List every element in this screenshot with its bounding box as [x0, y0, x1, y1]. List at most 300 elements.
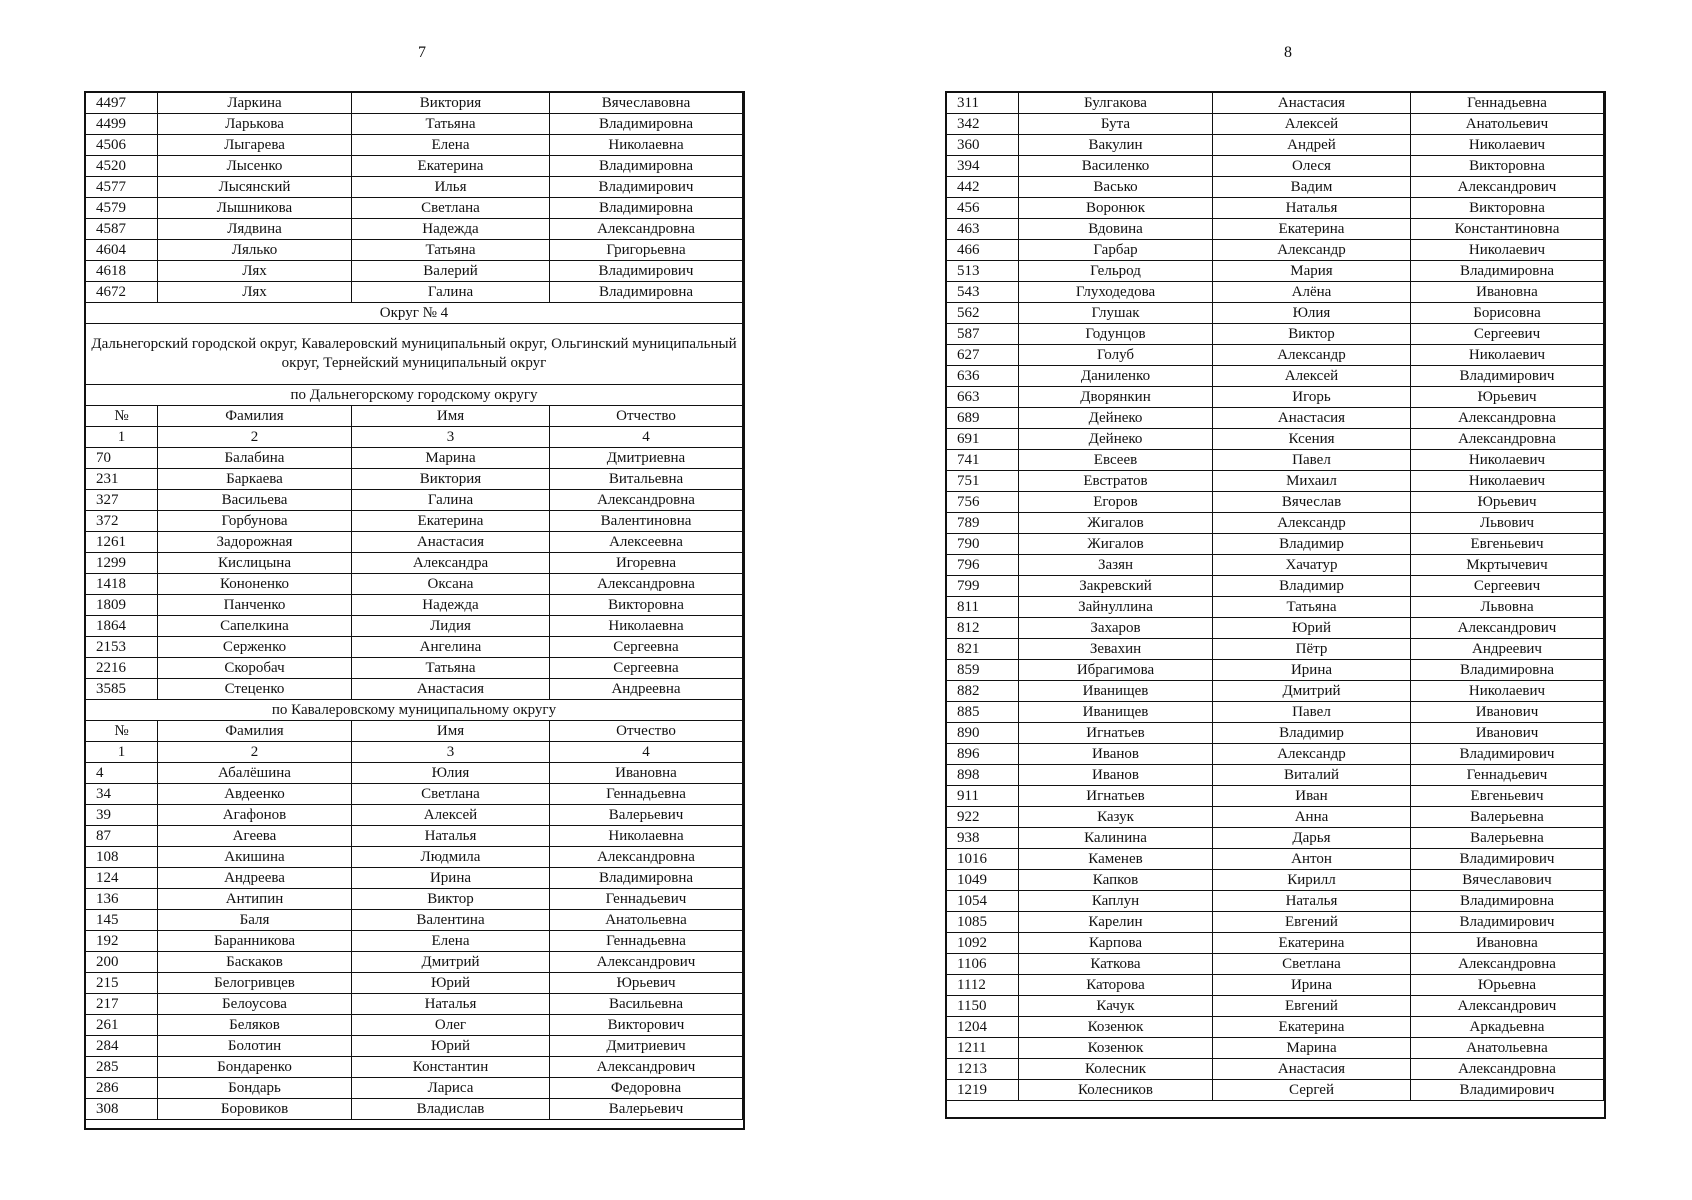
table-cell: Юрьевна — [1411, 975, 1604, 996]
table-cell: Глушак — [1019, 303, 1213, 324]
table-row — [86, 910, 743, 931]
table-cell: Сапелкина — [158, 616, 352, 637]
table-cell: Львович — [1411, 513, 1604, 534]
table-row — [947, 303, 1604, 324]
table-row — [947, 1059, 1604, 1080]
table-cell: Александровна — [1411, 429, 1604, 450]
table-cell: Ангелина — [352, 637, 550, 658]
table-cell: Васько — [1019, 177, 1213, 198]
table-row — [86, 553, 743, 574]
table-cell: Александровна — [1411, 1059, 1604, 1080]
table-row — [86, 219, 743, 240]
table-cell: Андреевич — [1411, 639, 1604, 660]
table-cell: Пётр — [1213, 639, 1411, 660]
table-cell: Сергеевна — [550, 637, 743, 658]
table-cell: Татьяна — [352, 114, 550, 135]
table-row — [86, 763, 743, 784]
table-row — [947, 513, 1604, 534]
table-cell: Каменев — [1019, 849, 1213, 870]
table-cell: Владимирович — [550, 177, 743, 198]
table-cell: 3585 — [86, 679, 158, 700]
table-cell: Иванович — [1411, 702, 1604, 723]
table-cell: Иванищев — [1019, 702, 1213, 723]
table-cell: Евстратов — [1019, 471, 1213, 492]
table-cell: 4604 — [86, 240, 158, 261]
table-row — [947, 261, 1604, 282]
table-cell: Анастасия — [1213, 93, 1411, 114]
table-cell: Сергеевич — [1411, 324, 1604, 345]
table-cell: Лариса — [352, 1078, 550, 1099]
table-cell: Отчество — [550, 406, 743, 427]
table-cell: 3 — [352, 742, 550, 763]
table-cell: Дарья — [1213, 828, 1411, 849]
table-cell: Имя — [352, 721, 550, 742]
table-cell: Каплун — [1019, 891, 1213, 912]
table-cell: 1016 — [947, 849, 1019, 870]
table-cell: Елена — [352, 135, 550, 156]
table-cell: 4506 — [86, 135, 158, 156]
table-cell: Годунцов — [1019, 324, 1213, 345]
table-cell: Гарбар — [1019, 240, 1213, 261]
table-cell: Захаров — [1019, 618, 1213, 639]
table-row — [947, 639, 1604, 660]
table-cell: Татьяна — [1213, 597, 1411, 618]
table-cell: Ларкина — [158, 93, 352, 114]
table-row — [947, 954, 1604, 975]
table-cell: Дворянкин — [1019, 387, 1213, 408]
table-cell: Ибрагимова — [1019, 660, 1213, 681]
table-row — [86, 952, 743, 973]
table-cell: Татьяна — [352, 658, 550, 679]
page-number-left: 7 — [418, 44, 426, 61]
table-cell: Антипин — [158, 889, 352, 910]
table-cell: Юрьевич — [1411, 387, 1604, 408]
table-cell: Капков — [1019, 870, 1213, 891]
table-cell: Константиновна — [1411, 219, 1604, 240]
table-cell: Александровна — [550, 847, 743, 868]
table-cell: Юлия — [1213, 303, 1411, 324]
table-cell: 627 — [947, 345, 1019, 366]
table-row — [86, 1057, 743, 1078]
table-cell: Александр — [1213, 744, 1411, 765]
table-cell: Александр — [1213, 345, 1411, 366]
table-cell: Марина — [1213, 1038, 1411, 1059]
table-cell: Баркаева — [158, 469, 352, 490]
table-cell: 4 — [86, 763, 158, 784]
table-cell: Валерьевич — [550, 805, 743, 826]
table-cell: Витальевна — [550, 469, 743, 490]
header-row — [86, 427, 743, 448]
table-row — [86, 973, 743, 994]
table-cell: 215 — [86, 973, 158, 994]
table-row — [86, 490, 743, 511]
table-row — [86, 868, 743, 889]
table-cell: 751 — [947, 471, 1019, 492]
table-cell: Андрей — [1213, 135, 1411, 156]
table-cell: 2153 — [86, 637, 158, 658]
table-row — [947, 429, 1604, 450]
table-cell: Лядвина — [158, 219, 352, 240]
table-cell: Валентина — [352, 910, 550, 931]
table-cell: Николаевна — [550, 135, 743, 156]
table-cell: Дмитрий — [352, 952, 550, 973]
table-cell: Иванов — [1019, 744, 1213, 765]
table-cell: Алексей — [352, 805, 550, 826]
table-cell: Николаевич — [1411, 135, 1604, 156]
table-cell: Антон — [1213, 849, 1411, 870]
table-cell: Зевахин — [1019, 639, 1213, 660]
table-row — [86, 511, 743, 532]
table-row — [86, 784, 743, 805]
table-cell: Владимировна — [1411, 891, 1604, 912]
table-cell: Баранникова — [158, 931, 352, 952]
table-cell: Имя — [352, 406, 550, 427]
table-row — [947, 555, 1604, 576]
table-cell: 1261 — [86, 532, 158, 553]
table-cell: Владимирович — [550, 261, 743, 282]
table-row — [86, 658, 743, 679]
table-cell: Александрович — [550, 952, 743, 973]
header-row — [86, 406, 743, 427]
section-cell: по Кавалеровскому муниципальному округу — [86, 700, 743, 721]
table-row — [947, 450, 1604, 471]
table-cell: Екатерина — [1213, 219, 1411, 240]
table-cell: Анатольевич — [1411, 114, 1604, 135]
table-cell: Лях — [158, 282, 352, 303]
table-row — [947, 1017, 1604, 1038]
table-cell: Владимировна — [550, 282, 743, 303]
table-cell: Панченко — [158, 595, 352, 616]
table-cell: Балабина — [158, 448, 352, 469]
table-row — [947, 282, 1604, 303]
table-row — [947, 786, 1604, 807]
table-cell: Фамилия — [158, 721, 352, 742]
table-cell: Васильева — [158, 490, 352, 511]
table-cell: 636 — [947, 366, 1019, 387]
table-cell: Игнатьев — [1019, 786, 1213, 807]
table-cell: Юрий — [1213, 618, 1411, 639]
table-cell: Скоробач — [158, 658, 352, 679]
table-cell: 922 — [947, 807, 1019, 828]
table-cell: 898 — [947, 765, 1019, 786]
table-cell: 896 — [947, 744, 1019, 765]
table-row — [86, 574, 743, 595]
table-row — [947, 366, 1604, 387]
table-cell: Кислицына — [158, 553, 352, 574]
table-cell: Олег — [352, 1015, 550, 1036]
table-cell: Колесник — [1019, 1059, 1213, 1080]
section-row — [86, 385, 743, 406]
table-cell: 796 — [947, 555, 1019, 576]
table-cell: Стеценко — [158, 679, 352, 700]
table-cell: Хачатур — [1213, 555, 1411, 576]
table-row — [947, 93, 1604, 114]
table-row — [947, 975, 1604, 996]
table-cell: 308 — [86, 1099, 158, 1120]
table-cell: Анастасия — [1213, 1059, 1411, 1080]
table-cell: 34 — [86, 784, 158, 805]
table-cell: Анастасия — [352, 532, 550, 553]
table-cell: Викторовна — [550, 595, 743, 616]
table-cell: Егоров — [1019, 492, 1213, 513]
table-cell: Задорожная — [158, 532, 352, 553]
table-cell: Ирина — [1213, 975, 1411, 996]
table-row — [86, 1099, 743, 1120]
table-row — [86, 931, 743, 952]
table-cell: Марина — [352, 448, 550, 469]
table-cell: 327 — [86, 490, 158, 511]
table-cell: Иванов — [1019, 765, 1213, 786]
table-row — [947, 408, 1604, 429]
table-cell: 756 — [947, 492, 1019, 513]
table-cell: Каткова — [1019, 954, 1213, 975]
table-cell: Алексей — [1213, 114, 1411, 135]
table-cell: Ирина — [1213, 660, 1411, 681]
table-cell: Екатерина — [352, 511, 550, 532]
table-cell: 689 — [947, 408, 1019, 429]
table-cell: Анна — [1213, 807, 1411, 828]
table-cell: Ивановна — [550, 763, 743, 784]
table-cell: Наталья — [1213, 198, 1411, 219]
table-cell: Владимировна — [550, 198, 743, 219]
table-row — [86, 847, 743, 868]
table-cell: 1809 — [86, 595, 158, 616]
table-row — [947, 723, 1604, 744]
table-cell: Лидия — [352, 616, 550, 637]
table-cell: Каторова — [1019, 975, 1213, 996]
table-cell: 513 — [947, 261, 1019, 282]
table-cell: Булгакова — [1019, 93, 1213, 114]
table-row — [947, 1038, 1604, 1059]
table-cell: 108 — [86, 847, 158, 868]
table-cell: Екатерина — [1213, 933, 1411, 954]
table-cell: 4579 — [86, 198, 158, 219]
table-cell: Владимир — [1213, 576, 1411, 597]
table-cell: 1 — [86, 427, 158, 448]
table-cell: 1150 — [947, 996, 1019, 1017]
table-cell: Владимир — [1213, 723, 1411, 744]
table-cell: Евгеньевич — [1411, 534, 1604, 555]
table-cell: Даниленко — [1019, 366, 1213, 387]
table-cell: Александр — [1213, 513, 1411, 534]
table-cell: Иванович — [1411, 723, 1604, 744]
table-cell: Владимирович — [1411, 912, 1604, 933]
table-cell: Дмитрий — [1213, 681, 1411, 702]
table-cell: 87 — [86, 826, 158, 847]
table-cell: Владимирович — [1411, 366, 1604, 387]
table-cell: Вдовина — [1019, 219, 1213, 240]
table-row — [947, 702, 1604, 723]
table-cell: Казук — [1019, 807, 1213, 828]
table-cell: 1049 — [947, 870, 1019, 891]
table-cell: Сергеевна — [550, 658, 743, 679]
table-row — [86, 1015, 743, 1036]
section-cell: Дальнегорский городской округ, Кавалеровский муниципальный округ, Ольгинский муниципальный округ, Тернейский муниципальный округ — [86, 324, 743, 385]
candidates-table-left — [85, 92, 743, 1120]
table-row — [947, 618, 1604, 639]
table-cell: Игнатьев — [1019, 723, 1213, 744]
table-row — [86, 469, 743, 490]
table-cell: Валерьевич — [550, 1099, 743, 1120]
table-cell: 70 — [86, 448, 158, 469]
table-cell: Карелин — [1019, 912, 1213, 933]
table-cell: Евгений — [1213, 996, 1411, 1017]
table-cell: Беляков — [158, 1015, 352, 1036]
table-cell: Николаевич — [1411, 240, 1604, 261]
table-cell: Геннадьевна — [550, 931, 743, 952]
table-cell: Алексеевна — [550, 532, 743, 553]
table-row — [947, 345, 1604, 366]
table-row — [86, 156, 743, 177]
table-cell: Кирилл — [1213, 870, 1411, 891]
table-cell: Николаевна — [550, 616, 743, 637]
table-cell: Анатольевна — [550, 910, 743, 931]
table-cell: 890 — [947, 723, 1019, 744]
table-row — [86, 679, 743, 700]
table-cell: 821 — [947, 639, 1019, 660]
table-cell: Екатерина — [1213, 1017, 1411, 1038]
table-row — [947, 219, 1604, 240]
table-row — [947, 135, 1604, 156]
table-cell: Татьяна — [352, 240, 550, 261]
table-cell: 1085 — [947, 912, 1019, 933]
table-cell: Галина — [352, 490, 550, 511]
section-row — [86, 324, 743, 385]
table-cell: Павел — [1213, 450, 1411, 471]
table-cell: 885 — [947, 702, 1019, 723]
table-cell: Наталья — [352, 994, 550, 1015]
table-cell: Александрович — [1411, 177, 1604, 198]
table-row — [947, 828, 1604, 849]
table-cell: Владимировна — [1411, 660, 1604, 681]
table-cell: 4497 — [86, 93, 158, 114]
table-cell: Александровна — [550, 574, 743, 595]
table-cell: Вячеславович — [1411, 870, 1604, 891]
table-cell: Отчество — [550, 721, 743, 742]
table-cell: Владимир — [1213, 534, 1411, 555]
table-cell: Александра — [352, 553, 550, 574]
table-cell: 1418 — [86, 574, 158, 595]
table-cell: Лысянский — [158, 177, 352, 198]
table-cell: Ксения — [1213, 429, 1411, 450]
table-cell: Григорьевна — [550, 240, 743, 261]
table-cell: 4 — [550, 427, 743, 448]
table-row — [86, 135, 743, 156]
table-cell: № — [86, 721, 158, 742]
section-cell: по Дальнегорскому городскому округу — [86, 385, 743, 406]
table-row — [947, 849, 1604, 870]
table-cell: 938 — [947, 828, 1019, 849]
table-row — [947, 933, 1604, 954]
table-row — [86, 240, 743, 261]
candidates-table-right — [946, 92, 1604, 1101]
table-row — [947, 471, 1604, 492]
header-row — [86, 721, 743, 742]
table-row — [86, 1078, 743, 1099]
table-cell: 741 — [947, 450, 1019, 471]
table-cell: Бута — [1019, 114, 1213, 135]
table-cell: Екатерина — [352, 156, 550, 177]
table-cell: Надежда — [352, 219, 550, 240]
table-cell: 360 — [947, 135, 1019, 156]
table-cell: 217 — [86, 994, 158, 1015]
table-row — [86, 198, 743, 219]
table-cell: 284 — [86, 1036, 158, 1057]
table-cell: 4587 — [86, 219, 158, 240]
table-cell: Светлана — [1213, 954, 1411, 975]
table-cell: 394 — [947, 156, 1019, 177]
table-cell: Оксана — [352, 574, 550, 595]
table-row — [86, 448, 743, 469]
table-cell: Серженко — [158, 637, 352, 658]
table-cell: Валерий — [352, 261, 550, 282]
table-cell: Александровна — [550, 219, 743, 240]
table-cell: Лях — [158, 261, 352, 282]
table-cell: Александрович — [550, 1057, 743, 1078]
table-cell: Валерьевна — [1411, 807, 1604, 828]
table-cell: 1219 — [947, 1080, 1019, 1101]
table-cell: Авдеенко — [158, 784, 352, 805]
table-cell: Алексей — [1213, 366, 1411, 387]
table-cell: 1112 — [947, 975, 1019, 996]
table-cell: 1054 — [947, 891, 1019, 912]
table-cell: Лышникова — [158, 198, 352, 219]
table-cell: Вячеславовна — [550, 93, 743, 114]
table-cell: 4499 — [86, 114, 158, 135]
table-cell: 456 — [947, 198, 1019, 219]
table-cell: Андреева — [158, 868, 352, 889]
table-cell: 342 — [947, 114, 1019, 135]
table-cell: 39 — [86, 805, 158, 826]
table-cell: Викторович — [550, 1015, 743, 1036]
table-cell: 3 — [352, 427, 550, 448]
table-row — [86, 114, 743, 135]
table-cell: Вакулин — [1019, 135, 1213, 156]
table-cell: Колесников — [1019, 1080, 1213, 1101]
table-cell: Евсеев — [1019, 450, 1213, 471]
table-cell: Анастасия — [352, 679, 550, 700]
table-cell: Александровна — [550, 490, 743, 511]
table-cell: Бондарь — [158, 1078, 352, 1099]
table-cell: 466 — [947, 240, 1019, 261]
table-cell: 790 — [947, 534, 1019, 555]
table-row — [947, 177, 1604, 198]
table-cell: 587 — [947, 324, 1019, 345]
table-cell: Александр — [1213, 240, 1411, 261]
table-cell: Сергеевич — [1411, 576, 1604, 597]
table-cell: Горбунова — [158, 511, 352, 532]
table-cell: 124 — [86, 868, 158, 889]
table-cell: Воронюк — [1019, 198, 1213, 219]
table-cell: Николаевич — [1411, 450, 1604, 471]
table-cell: Кононенко — [158, 574, 352, 595]
table-row — [947, 576, 1604, 597]
table-cell: Анатольевна — [1411, 1038, 1604, 1059]
table-row — [947, 534, 1604, 555]
table-cell: 4618 — [86, 261, 158, 282]
table-row — [947, 891, 1604, 912]
table-cell: Виктор — [1213, 324, 1411, 345]
table-cell: Светлана — [352, 198, 550, 219]
table-cell: Дмитриевич — [550, 1036, 743, 1057]
table-cell: Дмитриевна — [550, 448, 743, 469]
table-cell: Аркадьевна — [1411, 1017, 1604, 1038]
table-cell: Бондаренко — [158, 1057, 352, 1078]
table-cell: Олеся — [1213, 156, 1411, 177]
table-cell: 811 — [947, 597, 1019, 618]
table-cell: Васильевна — [550, 994, 743, 1015]
table-cell: Карпова — [1019, 933, 1213, 954]
